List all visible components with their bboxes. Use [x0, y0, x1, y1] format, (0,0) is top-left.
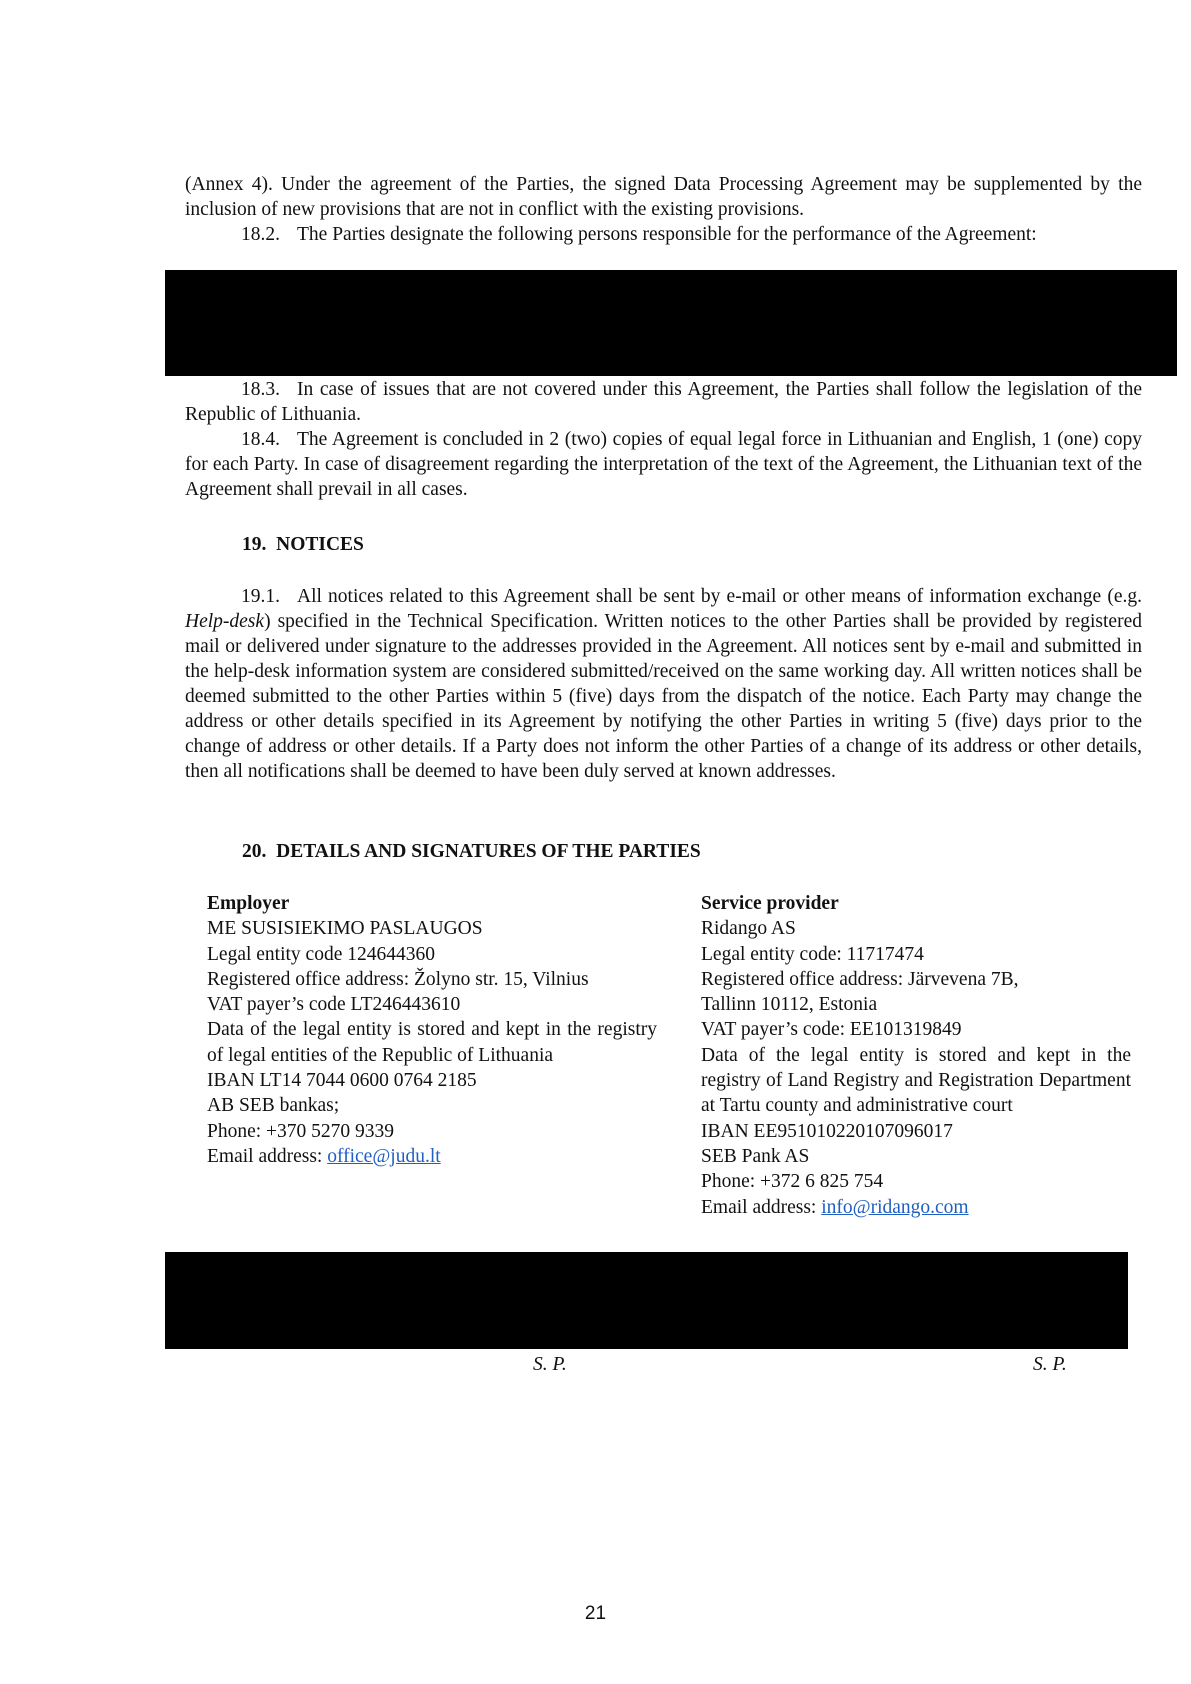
clause-18-2: [185, 222, 1142, 247]
provider-legal-code: Legal entity code: 11717474: [701, 943, 924, 965]
redaction-block-signatures: [165, 1252, 1128, 1349]
clause-text: The Agreement is concluded in 2 (two) copies of equal legal force in Lithuanian and English, 1 (one) copy for each Party. In case of disagreement regarding the interpretation of the text of the Agreement, the Lithuanian text of the Agreement shall prevail in all cases.: [185, 429, 1142, 500]
section-19-heading: 19. NOTICES: [242, 534, 364, 555]
clause-text-start: All notices related to this Agreement shall be sent by e-mail or other means of information exchange (e.g.: [297, 586, 1142, 607]
provider-registry-info: Data of the legal entity is stored and kept in the registry of Land Registry and Registration Department at Tartu county and administrative court: [701, 1044, 1131, 1117]
clause-number: 19.1.: [241, 586, 280, 607]
employer-registry-info: Data of the legal entity is stored and kept in the registry of legal entities of the Republic of Lithuania: [207, 1019, 657, 1066]
provider-iban: IBAN EE951010220107096017: [701, 1120, 953, 1142]
employer-phone: Phone: +370 5270 9339: [207, 1120, 395, 1142]
provider-office-city: Tallinn 10112, Estonia: [701, 994, 878, 1016]
employer-name: ME SUSISIEKIMO PASLAUGOS: [207, 918, 483, 940]
clause-18-4: [185, 427, 1142, 502]
provider-email-row: [701, 1195, 1131, 1220]
provider-details: [701, 891, 1131, 1220]
provider-email-link[interactable]: info@ridango.com: [821, 1196, 969, 1218]
clause-text: The Parties designate the following persons responsible for the performance of the Agreement:: [297, 224, 1037, 245]
employer-legal-code: Legal entity code 124644360: [207, 943, 435, 965]
clause-number: 18.4.: [241, 429, 280, 450]
employer-vat-code: VAT payer’s code LT246443610: [207, 994, 461, 1016]
provider-name: Ridango AS: [701, 918, 796, 940]
provider-office-address: Registered office address: Järvevena 7B,: [701, 968, 1019, 990]
clause-text-rest: ) specified in the Technical Specification. Written notices to the other Parties shall be provided by registered mail or delivered under signature to the addresses provided in the Agreement. All notices sent by e-mail and submitted in the help-desk information system are considered submitted/received on the same working day. All written notices shall be deemed submitted to the other Parties within 5 (five) days from the dispatch of the notice. Each Party may change the address or other details specified in its Agreement by notifying the other Parties in writing 5 (five) days prior to the change of address or other details. If a Party does not inform the other Parties of a change of its address or other details, then all notifications shall be deemed to have been duly served at known addresses.: [185, 611, 1142, 782]
employer-title: Employer: [207, 893, 290, 914]
employer-seal-mark: S. P.: [533, 1354, 567, 1375]
provider-phone: Phone: +372 6 825 754: [701, 1171, 884, 1193]
help-desk-term: Help-desk: [185, 611, 265, 632]
clause-18-3: [185, 377, 1142, 427]
employer-iban: IBAN LT14 7044 0600 0764 2185: [207, 1070, 477, 1092]
clause-text: In case of issues that are not covered under this Agreement, the Parties shall follow the legislation of the Republic of Lithuania.: [185, 379, 1142, 425]
section-20-heading: 20. DETAILS AND SIGNATURES OF THE PARTIES: [242, 841, 701, 862]
provider-title: Service provider: [701, 893, 839, 914]
clause-19-1: [185, 584, 1142, 784]
email-label: Email address:: [701, 1196, 822, 1218]
section-18-continuation: [185, 172, 1142, 247]
clause-number: 18.3.: [241, 379, 280, 400]
employer-email-link[interactable]: office@judu.lt: [327, 1145, 441, 1167]
employer-office-address: Registered office address: Žolyno str. 15, Vilnius: [207, 968, 589, 990]
provider-bank: SEB Pank AS: [701, 1145, 810, 1167]
employer-email-row: [207, 1144, 657, 1169]
provider-seal-mark: S. P.: [1033, 1354, 1067, 1375]
section-19-clauses: [185, 584, 1142, 784]
employer-details: [207, 891, 657, 1169]
annex-continuation-text: (Annex 4). Under the agreement of the Parties, the signed Data Processing Agreement may be supplemented by the inclusion of new provisions that are not in conflict with the existing provisions.: [185, 174, 1142, 220]
employer-bank: AB SEB bankas;: [207, 1095, 340, 1117]
page-number: 21: [584, 1603, 607, 1624]
email-label: Email address:: [207, 1145, 328, 1167]
clause-number: 18.2.: [241, 224, 280, 245]
provider-vat-code: VAT payer’s code: EE101319849: [701, 1019, 962, 1041]
redaction-block-responsible-persons: [165, 270, 1177, 376]
section-18-clauses: [185, 377, 1142, 502]
